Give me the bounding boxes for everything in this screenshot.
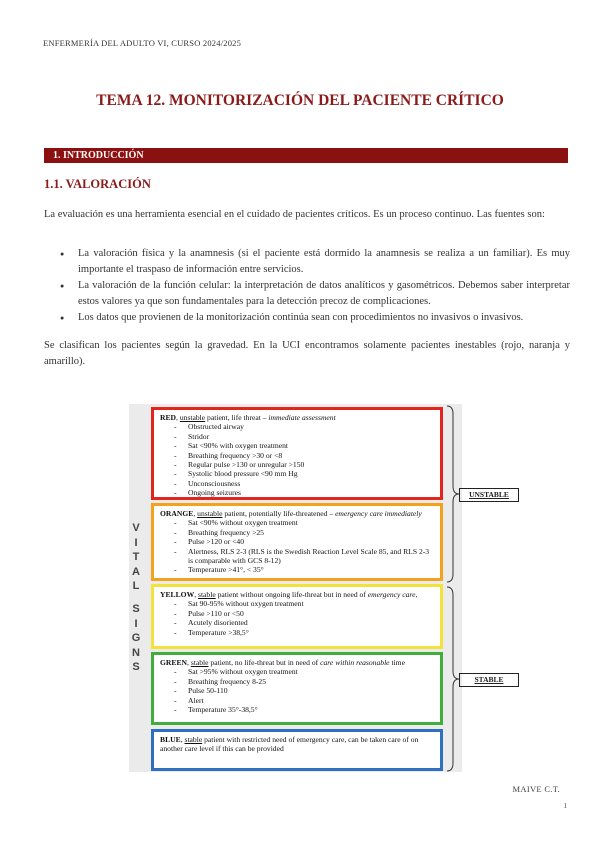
list-item: - Alertness, RLS 2-3 (RLS is the Swedish Reaction Level Scale 85, and RLS 2-3 is comparable with GCS 8-12) — [174, 547, 434, 566]
list-item: - Ongoing seizures — [174, 488, 434, 497]
stability: stable — [197, 590, 216, 599]
sep: , — [193, 509, 198, 518]
stability: stable — [190, 658, 209, 667]
triage-box-yellow — [151, 584, 443, 649]
criteria-list — [160, 518, 434, 574]
list-item: - Breathing frequency 8-25 — [174, 677, 434, 686]
letter: I — [134, 617, 138, 630]
intro-paragraph: La evaluación es una herramienta esencial en el cuidado de pacientes críticos. Es un proceso continuo. Las fuentes son: — [44, 209, 545, 220]
list-item: - Pulse >110 or <50 — [174, 609, 434, 618]
list-item: - Alert — [174, 696, 434, 705]
level-name: BLUE — [160, 735, 181, 744]
description: patient without ongoing life-threat but in need of — [215, 590, 368, 599]
author-footer: MAIVE C.T. — [512, 784, 560, 794]
list-item: - Sat 90-95% without oxygen treatment — [174, 599, 434, 608]
list-item: - Sat >95% without oxygen treatment — [174, 667, 434, 676]
signs-vertical-label — [129, 602, 143, 675]
list-item: - Breathing frequency >30 or <8 — [174, 451, 434, 460]
box-heading — [160, 590, 434, 599]
stable-brace-icon — [446, 585, 460, 773]
list-item: - Temperature >41°, < 35° — [174, 565, 434, 574]
list-item: - Systolic blood pressure <90 mm Hg — [174, 469, 434, 478]
list-item: - Temperature >38,5° — [174, 628, 434, 637]
care-need: immediate assessment — [268, 413, 336, 422]
letter: T — [132, 551, 140, 563]
stability: unstable — [179, 413, 206, 422]
page-number: 1 — [563, 802, 567, 810]
sep: , — [194, 590, 198, 599]
care-need: care within reasonable — [320, 658, 390, 667]
tail: time — [389, 658, 405, 667]
list-item: - Temperature 35°-38,5° — [174, 705, 434, 714]
criteria-list — [160, 667, 434, 714]
stable-label: STABLE — [459, 673, 519, 687]
list-item: - Sat <90% with oxygen treatment — [174, 441, 434, 450]
stability: unstable — [197, 509, 223, 518]
letter: S — [132, 603, 140, 615]
criteria-list — [160, 599, 434, 637]
list-item: - Pulse 50-110 — [174, 686, 434, 695]
sep: , — [187, 658, 191, 667]
care-need: emergency care immediately — [335, 509, 422, 518]
letter: A — [132, 565, 140, 578]
list-item: - Regular pulse >130 or unregular >150 — [174, 460, 434, 469]
running-header: ENFERMERÍA DEL ADULTO VI, CURSO 2024/2025 — [43, 38, 242, 48]
letter: G — [131, 632, 141, 644]
care-need: emergency care, — [367, 590, 418, 599]
level-name: ORANGE — [160, 509, 194, 518]
classification-paragraph: Se clasifican los pacientes según la gravedad. En la UCI encontramos solamente pacientes inestables (rojo, naranja y amarillo). — [44, 340, 570, 367]
description: patient with restricted need of emergency care, can be taken care of on another care level if this can be provided — [160, 735, 419, 754]
letter: L — [132, 580, 140, 592]
letter: N — [132, 646, 140, 659]
list-item: ● Los datos que provienen de la monitorización continúa sean con procedimientos no invasivos o invasivos. — [44, 310, 570, 326]
criteria-list — [160, 422, 434, 497]
list-item: - Stridor — [174, 432, 434, 441]
sep: , — [176, 413, 180, 422]
triage-box-green — [151, 652, 443, 725]
list-item: - Sat <90% without oxygen treatment — [174, 518, 434, 527]
list-item: - Breathing frequency >25 — [174, 528, 434, 537]
triage-box-blue — [151, 729, 443, 771]
stability: stable — [184, 735, 203, 744]
letter: V — [132, 522, 140, 534]
box-heading — [160, 658, 434, 667]
box-heading — [160, 413, 434, 422]
list-item: - Pulse >120 or <40 — [174, 537, 434, 546]
list-item: - Obstructed airway — [174, 422, 434, 431]
list-item: ● La valoración física y la anamnesis (si el paciente está dormido la anamnesis se realiza a un familiar). Es muy importante el traspaso de información entre servicios. — [44, 246, 570, 278]
level-name: RED — [160, 413, 177, 422]
letter: I — [134, 536, 138, 549]
list-item: - Unconsciousness — [174, 479, 434, 488]
sep: , — [180, 735, 185, 744]
vital-vertical-label — [129, 521, 143, 594]
page-title: TEMA 12. MONITORIZACIÓN DEL PACIENTE CRÍTICO — [96, 92, 504, 109]
list-item: ● La valoración de la función celular: la interpretación de datos analíticos y gasométricos. Debemos saber interpretar estos valores ya que son fundamentales para la detección precoz de complicaciones. — [44, 278, 570, 310]
triage-box-orange — [151, 503, 443, 581]
description: patient, no life-threat but in need of — [208, 658, 321, 667]
unstable-label: UNSTABLE — [459, 488, 519, 502]
box-heading — [160, 735, 434, 754]
level-name: GREEN — [160, 658, 188, 667]
subsection-title: 1.1. VALORACIÓN — [44, 177, 151, 191]
section-bar — [44, 148, 568, 163]
list-item: - Acutely disoriented — [174, 618, 434, 627]
sources-list — [44, 246, 570, 326]
triage-box-red — [151, 407, 443, 500]
description: patient, life threat – — [205, 413, 269, 422]
level-name: YELLOW — [160, 590, 195, 599]
unstable-brace-icon — [446, 404, 460, 584]
section-title: 1. INTRODUCCIÓN — [53, 150, 144, 161]
box-heading — [160, 509, 434, 518]
letter: S — [132, 661, 140, 673]
description: patient, potentially life-threatened – — [222, 509, 336, 518]
